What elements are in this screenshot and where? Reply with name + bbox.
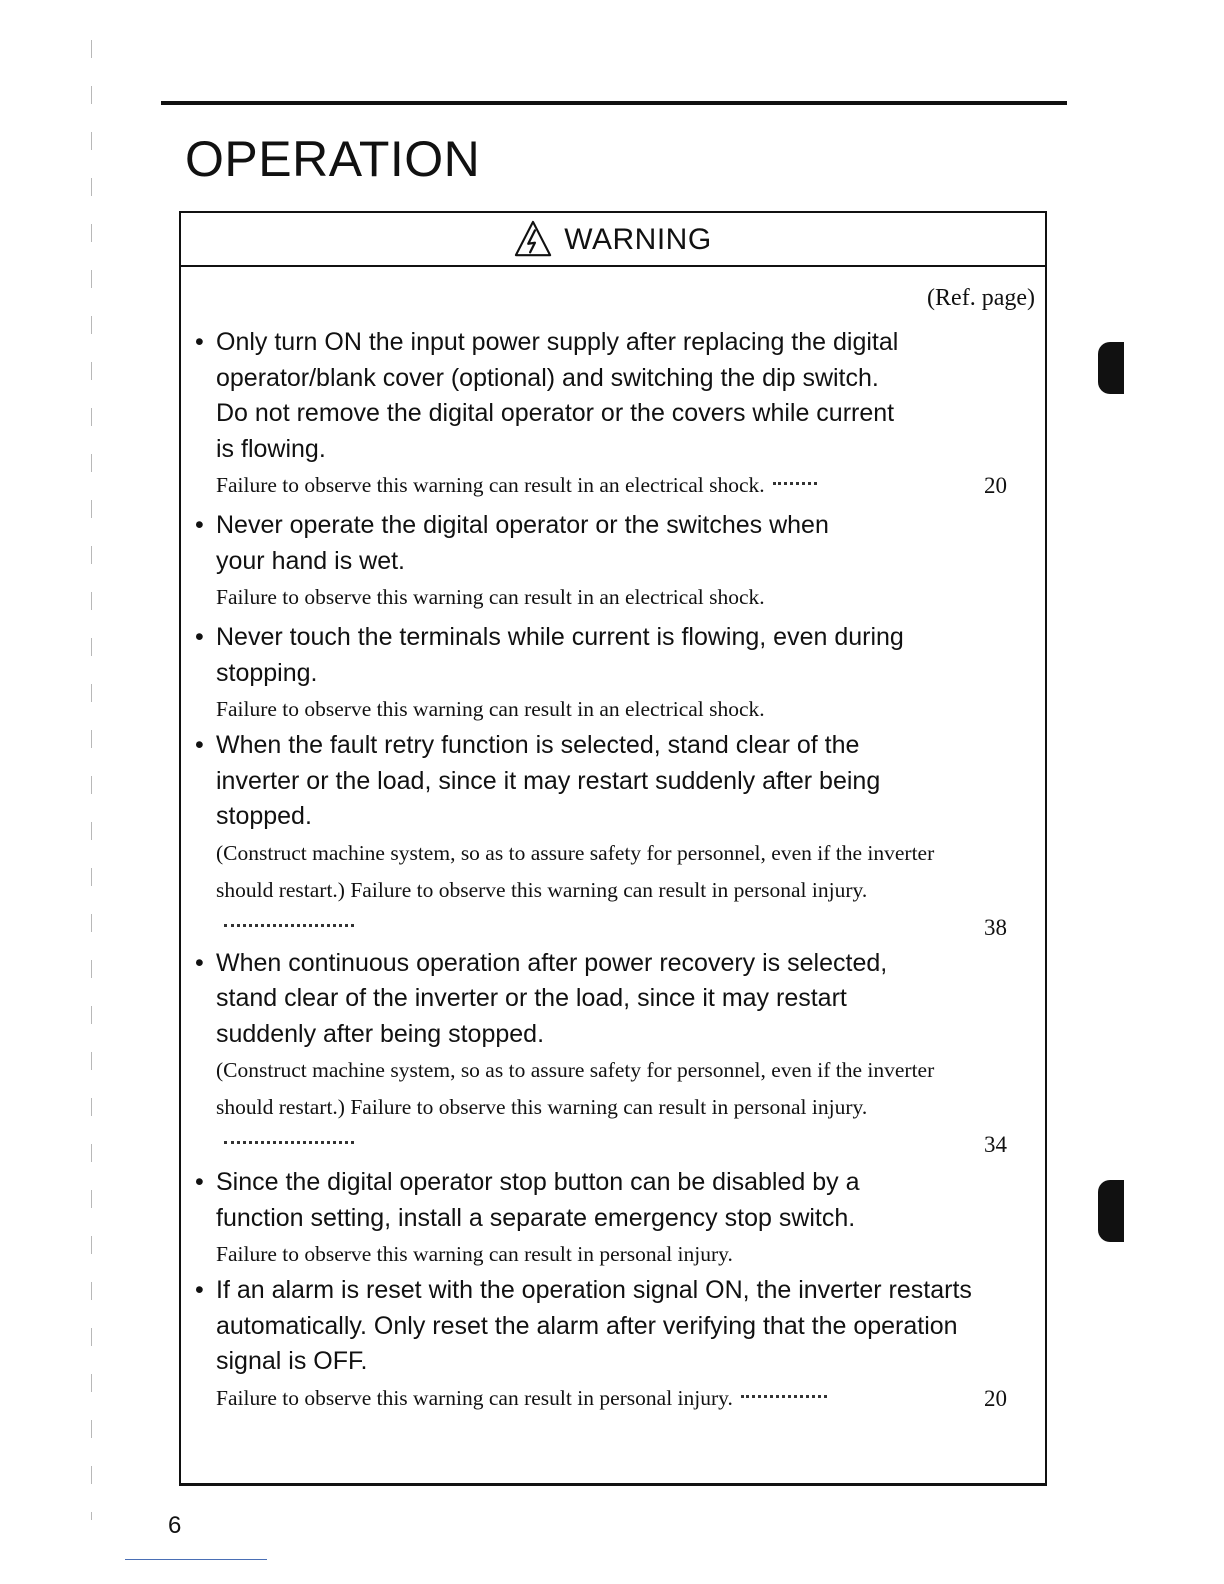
section-edge-tab	[1098, 342, 1124, 394]
warning-item	[189, 508, 1045, 616]
bullet: •	[195, 731, 204, 759]
consequence-row	[216, 579, 1045, 616]
ref-page-number: 20	[984, 1385, 1007, 1411]
warning-text: Never operate the digital operator or the switches when your hand is wet.	[216, 511, 829, 575]
warning-text: Only turn ON the input power supply after replacing the digital operator/blank cover (optional) and switching the dip switch. Do not remove the digital operator or the covers while current is flowing.	[216, 328, 899, 463]
consequence-text: (Construct machine system, so as to assure safety for personnel, even if the inverter should restart.) Failure to observe this warning can result in personal injury.	[216, 1052, 946, 1163]
bullet: •	[195, 948, 204, 977]
page-number: 6	[168, 1512, 182, 1539]
consequence-text: Failure to observe this warning can result in an electrical shock.	[216, 473, 765, 497]
warning-text: Never touch the terminals while current is flowing, even during stopping.	[216, 623, 904, 687]
consequence-row	[216, 1236, 1045, 1273]
ref-page-number: 34	[984, 1132, 1007, 1157]
consequence-text: Failure to observe this warning can result in personal injury.	[216, 1242, 733, 1266]
warning-header	[181, 213, 1045, 267]
dot-leader	[224, 924, 354, 927]
consequence-text: Failure to observe this warning can result in an electrical shock.	[216, 585, 765, 609]
warning-item	[189, 325, 1007, 504]
warning-item	[189, 1165, 1045, 1273]
warning-item	[189, 946, 1045, 1164]
warning-item	[189, 620, 1045, 728]
warning-item	[189, 1273, 1045, 1417]
top-rule	[161, 101, 1067, 105]
section-edge-tab	[1098, 1180, 1124, 1242]
bullet: •	[195, 1168, 204, 1196]
consequence-text: Failure to observe this warning can result in personal injury.	[216, 1385, 733, 1410]
consequence-row	[216, 1052, 1045, 1163]
bullet: •	[195, 1276, 204, 1304]
warning-text: When the fault retry function is selected, stand clear of the inverter or the load, since it may restart suddenly after being stopped.	[216, 731, 881, 830]
page-title: OPERATION	[185, 131, 481, 187]
bullet: •	[195, 328, 204, 356]
warning-box	[179, 211, 1047, 1486]
consequence-row	[216, 467, 1007, 504]
warning-text: When continuous operation after power recovery is selected, stand clear of the inverter or the load, since it may restart suddenly after being stopped.	[216, 948, 888, 1048]
bottom-rule	[125, 1559, 267, 1560]
consequence-row	[216, 691, 1045, 728]
dot-leader	[773, 482, 817, 485]
ref-page-number: 20	[984, 473, 1007, 498]
warning-text: Since the digital operator stop button can be disabled by a function setting, install a separate emergency stop switch.	[216, 1168, 860, 1232]
warning-text: If an alarm is reset with the operation signal ON, the inverter restarts automatically. Only reset the alarm after verifying that the operation signal is OFF.	[216, 1276, 972, 1375]
consequence-text: Failure to observe this warning can result in an electrical shock.	[216, 697, 765, 721]
warning-item	[189, 728, 1045, 946]
consequence-row	[216, 835, 1045, 946]
left-margin-rule	[91, 40, 92, 1520]
consequence-text: (Construct machine system, so as to assure safety for personnel, even if the inverter should restart.) Failure to observe this warning can result in personal injury.	[216, 835, 946, 946]
bullet: •	[195, 511, 204, 539]
electrical-hazard-warning-icon	[514, 220, 552, 258]
warning-items	[189, 325, 1045, 1417]
dot-leader	[224, 1141, 354, 1144]
bullet: •	[195, 623, 204, 651]
dot-leader	[741, 1395, 827, 1398]
consequence-row	[216, 1380, 1045, 1417]
ref-page-number: 38	[984, 914, 1007, 940]
warning-heading: WARNING	[564, 223, 712, 256]
ref-page-label: (Ref. page)	[927, 285, 1035, 311]
